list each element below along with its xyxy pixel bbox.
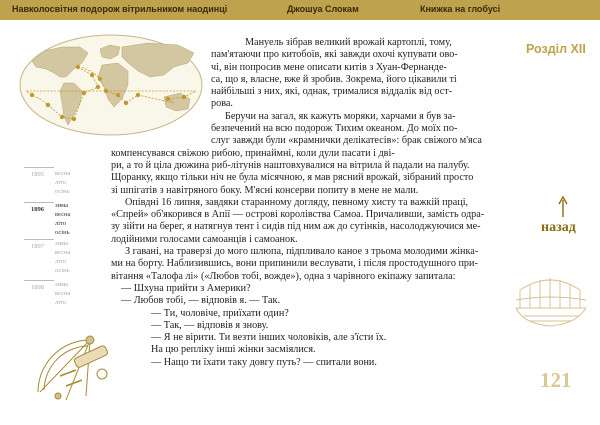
season-label: весна <box>55 211 71 218</box>
text-line: Мануель зібрав великий врожай картоплі, тому, <box>245 37 452 48</box>
text-line: — Я не вірити. Ти везти інших чоловіків, але з'їсти їх. <box>151 332 387 344</box>
season-label: осінь <box>55 229 70 236</box>
text-line: «Спрей» об'якорився в Апії — острові королівства Самоа. Причаливши, замість одра- <box>111 209 485 221</box>
text-line: рова. <box>211 98 233 110</box>
text-line: На цю репліку інші жінки засміялися. <box>151 344 316 356</box>
season-label: зима <box>55 240 68 247</box>
timeline-year-active[interactable]: 1896 <box>24 202 54 254</box>
text-line: лодійними голосами самоанців і самоанок. <box>111 233 298 245</box>
season-label: зима <box>55 281 68 288</box>
ship-hull-icon <box>512 270 590 330</box>
text-line: са, що я, власне, вже й зробив. Зокрема, його цікавили ті <box>211 73 457 85</box>
timeline-year[interactable]: 1897 <box>24 239 54 291</box>
text-line: безпечений на всю подорож Тихим океаном. До моїх по- <box>211 123 458 135</box>
page-number: 121 <box>540 368 572 392</box>
season-label: літо <box>55 179 67 186</box>
timeline-year[interactable]: 1898 <box>24 280 54 332</box>
season-label: літо <box>55 258 67 265</box>
text-line: З гавані, на траверзі до мого шлюпа, підпливало каное з трьома молодими жінка- <box>125 246 479 258</box>
text-line: Щоранку, якщо тільки ніч не була місячною, я мав рясний врожай, зібраний просто <box>111 172 474 184</box>
back-button[interactable]: назад <box>541 220 576 235</box>
season-label: весна <box>55 249 71 256</box>
season-label: осінь <box>55 267 70 274</box>
timeline-year[interactable]: 1895 <box>24 167 54 219</box>
text-line: найбільші з них, які, однак, трималися віддалік від ост- <box>211 86 453 98</box>
book-title: Навколосвітня подорож вітрильником наодинці <box>12 4 228 14</box>
text-line: чі, він попросив мене описати китів з Хуан-Фернанде- <box>211 61 447 73</box>
season-label: осінь <box>55 188 70 195</box>
season-label: весна <box>55 290 71 297</box>
text-line: Беручи на загал, як кажуть моряки, харчами я був за- <box>225 110 456 122</box>
season-label: весна <box>55 170 71 177</box>
text-line: — Любов тобі, — відповів я. — Так. <box>121 295 281 307</box>
text-line: слуг завжди були «крамнички делікатесів»: брак свіжого м'яса <box>211 135 482 147</box>
text-line: — Нащо ти їхати таку довгу путь? — спитали вони. <box>151 356 377 368</box>
text-line: — Так, — відповів я знову. <box>151 319 269 331</box>
sextant-icon <box>30 330 120 405</box>
text-line: Опівдні 16 липня, завдяки старанному догляду, певному хисту та важкій праці, <box>125 196 469 208</box>
text-line: пам'ятаючи про китобоїв, які завжди охочі купувати ово- <box>211 49 458 61</box>
text-line: компенсувався свіжою рибою, принаймні, коли дули пасати і дві- <box>111 147 395 159</box>
text-line: зі шпігатів з навітряного боку. М'ясні консерви попиту в мене не мали. <box>111 184 419 196</box>
text-line: ми на борту. Наблизившись, вони припинили веслувати, і після простодушного при- <box>111 258 478 270</box>
header-bar <box>0 0 600 20</box>
author-name: Джошуа Слокам <box>287 4 359 14</box>
season-label: літо <box>55 299 67 306</box>
text-line: — Ти, чоловіче, приїхати один? <box>151 307 289 319</box>
text-line: вітання «Талофа лі» («Любов тобі, вожде»), одна з чарівного екіпажу запитала: <box>111 270 456 282</box>
text-line: зу зійти на берег, я натягнув тент і сидів під ним аж до сутінків, насолоджуючися ме- <box>111 221 481 233</box>
body-text <box>111 37 523 369</box>
chapter-title: Розділ XII <box>526 42 586 56</box>
season-label: літо <box>55 220 67 227</box>
season-label: зима <box>55 202 68 209</box>
up-arrow-icon[interactable] <box>558 196 568 218</box>
series-title: Книжка на глобусі <box>420 4 501 14</box>
text-line: — Шхуна прийти з Америки? <box>121 282 251 294</box>
text-line: ри, а то й ціла дюжина риб-літунів наштовхувалися на вітрила й падали на палубу. <box>111 159 470 171</box>
